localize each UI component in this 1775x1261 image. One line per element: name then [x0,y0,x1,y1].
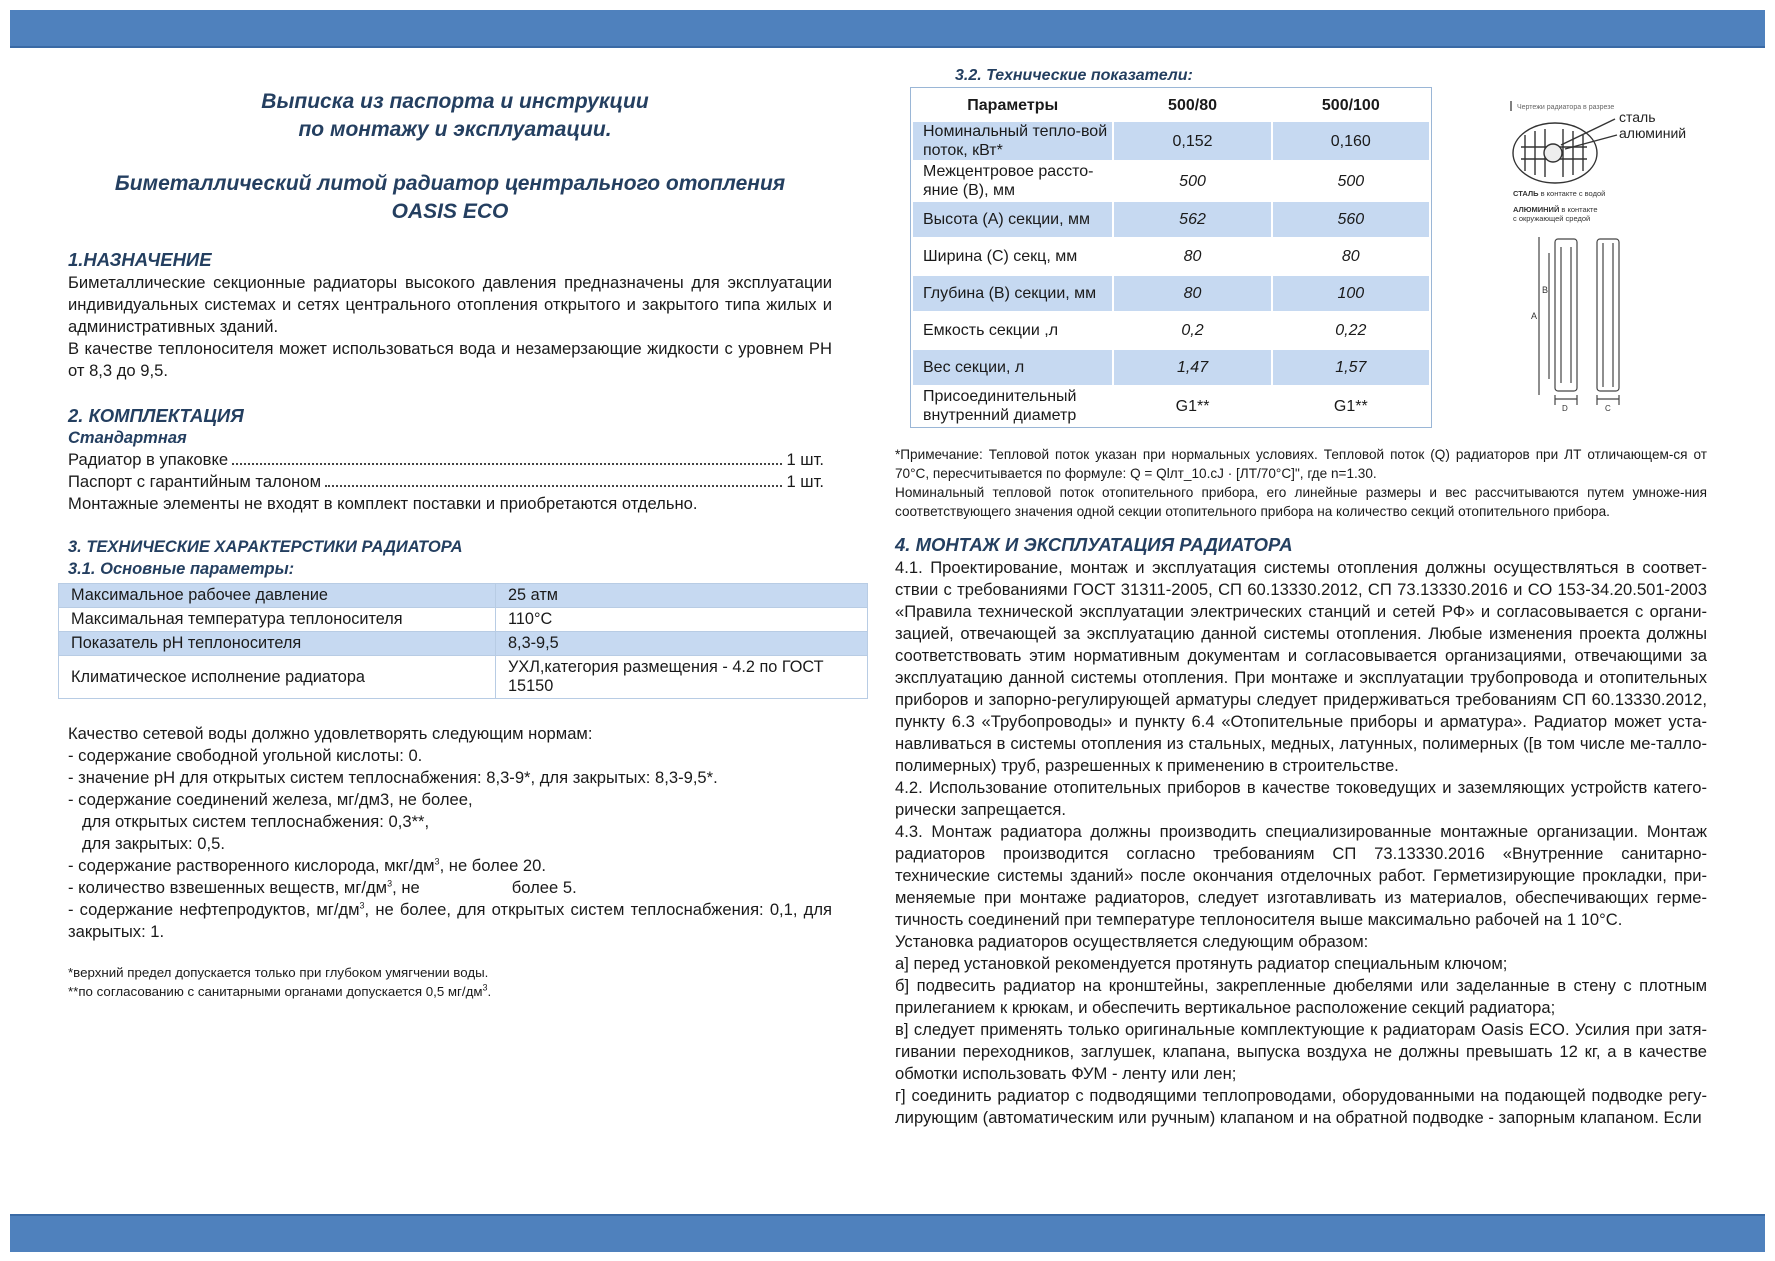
dim-d: D [1562,404,1568,413]
section-4-paragraph-2: 4.2. Использование отопительных приборов в качестве токоведущих и заземляющих устройств катего-рически запрещается. [895,778,1707,819]
tech-value: 500 [1272,161,1430,201]
tech-param: Вес секции, л [912,349,1113,386]
param-value: УХЛ,категория размещения - 4.2 по ГОСТ 15150 [496,656,868,699]
side-view-icon [1539,237,1619,405]
param-value: 110°С [496,608,868,632]
install-step-c: в] следует применять только оригинальные комплектующие к радиаторам Oasis ECO. Усилия при затя-гивании переходников, заглушек, клапана, выпуска воздуха не должны превышать 12 кг, а в качестве обмотки использовать ФУМ - ленту или лен; [895,1020,1707,1083]
tech-value: 0,2 [1113,312,1271,349]
doc-title-line-3: Биметаллический литой радиатор центрального отопления [114,172,786,195]
table-row [912,121,1430,161]
left-column [68,88,832,1001]
dim-a: A [1531,311,1538,321]
col-header-params: Параметры [912,89,1113,121]
tech-value: 500 [1113,161,1271,201]
table-row [912,275,1430,312]
section-3-subheading: 3.1. Основные параметры: [68,560,295,578]
kit-item [68,471,824,493]
tech-param: Межцентровое рассто-яние (В), мм [912,161,1113,201]
tech-param: Высота (А) секции, мм [912,201,1113,238]
norms-intro: Качество сетевой воды должно удовлетворять следующим нормам: [68,724,593,743]
tech-param: Емкость секции ,л [912,312,1113,349]
tech-value: 1,47 [1113,349,1271,386]
footnote-1: *верхний предел допускается только при глубоком умягчении воды. [68,965,489,980]
doc-title-line-2: по монтажу и эксплуатации. [298,118,612,141]
cross-section-icon [1513,119,1617,183]
tech-value: 0,22 [1272,312,1430,349]
tech-param: Глубина (В) секции, мм [912,275,1113,312]
dim-b: B [1542,285,1549,295]
table-row [912,161,1430,201]
col-header-500-100: 500/100 [1272,89,1430,121]
tech-value: 562 [1113,201,1271,238]
install-step-d: г] соединить радиатор с подводящими теплопроводами, оборудованными на подающей подводке регу-лирующим (автоматическим или ручным) клапаном и на обратной подводке - запорным клапаном. Если [895,1086,1707,1127]
param-name: Максимальная температура теплоносителя [59,608,496,632]
footer-band [10,1214,1765,1252]
tech-param: Ширина (С) секц, мм [912,238,1113,275]
section-4-paragraph-1: 4.1. Проектирование, монтаж и эксплуатация системы отопления должны осуществляться в соответ-ствии с требованиями ГОСТ 31311-2005, СП 60.13330.2012, СП 73.13330.2016 и СО 153-34.20.501-2003 «Правила технической эксплуатации электрических станций и сетей РФ» и согласовывается с органи-зацией, отвечающей за эксплуатацию данной системы отопления. Любые изменения проекта должны соответствовать этим нормативным документам и согласовывается организациями, отвечающими за эксплуатацию данной системы отопления. При монтаже и эксплуатации трубопровода и отопительных приборов и запорно-регулирующей арматуры следует придерживаться требованиям СП 60.13330.2012, пункту 6.3 «Трубопроводы» и пункту 6.4 «Отопительные приборы и арматура». Радиатор может уста-навливаться в системы отопления из стальных, медных, латунных, полимерных ([в том числе ме-талло- полимерных) труб, разрешенных к применению в строительстве. [895,558,1707,775]
section-1-paragraph-1: Биметаллические секционные радиаторы высокого давления предназначены для эксплуатации индивидуальных системах и сетях центрального отопления открытого и закрытого типа жилых и административных зданий. [68,273,832,336]
tech-table [911,88,1431,427]
section-4-paragraph-4: Установка радиаторов осуществляется следующим образом: [895,932,1369,951]
table-row [912,238,1430,275]
tech-value: 80 [1272,238,1430,275]
norm-line: - количество взвешенных веществ, $мг/дм^3$, не более 5. [68,878,577,897]
table-row [912,312,1430,349]
note-aluminium: АЛЮМИНИЙ в контакте [1513,205,1598,214]
kit-item-qty: 1 шт. [786,472,824,491]
tech-value: 0,152 [1113,121,1271,161]
dot-leader [232,463,782,465]
tech-value: 80 [1113,238,1271,275]
norm-line: - содержание растворенного кислорода, мкг/$дм^3$, не более 20. [68,856,546,875]
footnote-2: **по согласованию с санитарными органами допускается 0,5 $мг/дм^3$. [68,982,492,999]
table-row [912,349,1430,386]
table-row [59,608,868,632]
kit-item-name: Паспорт с гарантийным талоном [68,472,321,491]
tech-value: G1** [1272,386,1430,426]
label-steel: сталь [1619,109,1656,125]
tech-heading: 3.2. Технические показатели: [955,67,1193,84]
section-2-subheading: Стандартная [68,429,187,447]
kit-note: Монтажные элементы не входят в комплект поставки и приобретаются отдельно. [68,494,698,513]
norm-line: для открытых систем теплоснабжения: 0,3**, [82,812,430,831]
param-name: Климатическое исполнение радиатора [59,656,496,699]
table-row [59,656,868,699]
section-1-paragraph-2: В качестве теплоносителя может использоваться вода и незамерзающие жидкости с уровнем РН от 8,3 до 9,5. [68,339,832,380]
section-1-heading: 1.НАЗНАЧЕНИЕ [68,249,212,270]
col-header-500-80: 500/80 [1113,89,1271,121]
norm-line: - содержание нефтепродуктов, $мг/дм^3$, не более, для открытых систем теплоснабжения: 0,1, для закрытых: 1. [68,900,832,941]
norms-footnotes [68,963,832,1001]
param-value: 8,3-9,5 [496,632,868,656]
label-aluminium: алюминий [1619,125,1687,141]
doc-title-line-4: OASIS ECO [391,200,509,223]
tech-value: 1,57 [1272,349,1430,386]
kit-item-qty: 1 шт. [786,450,824,469]
tech-value: G1** [1113,386,1271,426]
tech-footnote-1: *Примечание: Тепловой поток указан при нормальных условиях. Тепловой поток (Q) радиаторов при ЛТ отличающем-ся от 70°С, пересчитывается по формуле: Q = Qlлт_10.cJ · [ЛТ/70°С]", где n=1.30. [895,447,1707,481]
radiator-section-diagram [1505,97,1695,415]
dim-c: C [1605,404,1611,413]
norm-line: для закрытых: 0,5. [82,834,225,853]
table-row [912,386,1430,426]
dot-leader [325,485,782,487]
kit-item-name: Радиатор в упаковке [68,450,229,469]
doc-title-line-1: Выписка из паспорта и инструкции [261,90,649,113]
tech-footnote-2: Номинальный тепловой поток отопительного прибора, его линейные размеры и вес рассчитываются путем умноже-ния соответствующего значения одной секции отопительного прибора на количество секций отопительного прибора. [895,485,1707,519]
table-header-row [912,89,1430,121]
note-aluminium-2: с окружающей средой [1513,214,1591,223]
diagram-caption: Чертежи радиатора в разрезе [1517,104,1615,111]
norm-line: - содержание свободной угольной кислоты: 0. [68,746,423,765]
param-name: Максимальное рабочее давление [59,584,496,608]
kit-item [68,449,824,471]
install-step-a: а] перед установкой рекомендуется протянуть радиатор специальным ключом; [895,954,1508,973]
water-norms [68,723,832,943]
tech-value: 560 [1272,201,1430,238]
header-band [10,10,1765,48]
section-2-heading: 2. КОМПЛЕКТАЦИЯ [68,405,244,426]
main-params-table [58,583,868,699]
param-name: Показатель рН теплоносителя [59,632,496,656]
norm-line: - содержание соединений железа, мг/дм3, не более, [68,790,473,809]
table-row [59,584,868,608]
norm-line: - значение рН для открытых систем теплоснабжения: 8,3-9*, для закрытых: 8,3-9,5*. [68,768,718,787]
tech-value: 0,160 [1272,121,1430,161]
table-row [912,201,1430,238]
note-steel: СТАЛЬ в контакте с водой [1513,189,1606,198]
tech-value: 100 [1272,275,1430,312]
tech-param: Номинальный тепло-вой поток, кВт* [912,121,1113,161]
section-3-heading: 3. ТЕХНИЧЕСКИЕ ХАРАКТЕРСТИКИ РАДИАТОРА [68,538,463,556]
install-step-b: б] подвесить радиатор на кронштейны, закрепленные дюбелями или заделанные в стену с плотным прилеганием к крюкам, и обеспечить вертикальное расположение секций радиатора; [895,976,1707,1017]
param-value: 25 атм [496,584,868,608]
tech-value: 80 [1113,275,1271,312]
section-4-paragraph-3: 4.3. Монтаж радиатора должны производить специализированные монтажные организации. Монтаж радиаторов производится согласно требованиям СП 73.13330.2016 «Внутренние санитарно-технические системы зданий» после окончания отделочных работ. Герметизирующие прокладки, при-меняемые при монтаже радиаторов, следует изготавливать из материалов, обеспечивающих герме-тичность соединений при температуре теплоносителя выше максимально рабочей на 1 10°С. [895,822,1707,929]
section-4-heading: 4. МОНТАЖ И ЭКСПЛУАТАЦИЯ РАДИАТОРА [895,534,1293,555]
table-row [59,632,868,656]
tech-param: Присоединительный внутренний диаметр [912,386,1113,426]
